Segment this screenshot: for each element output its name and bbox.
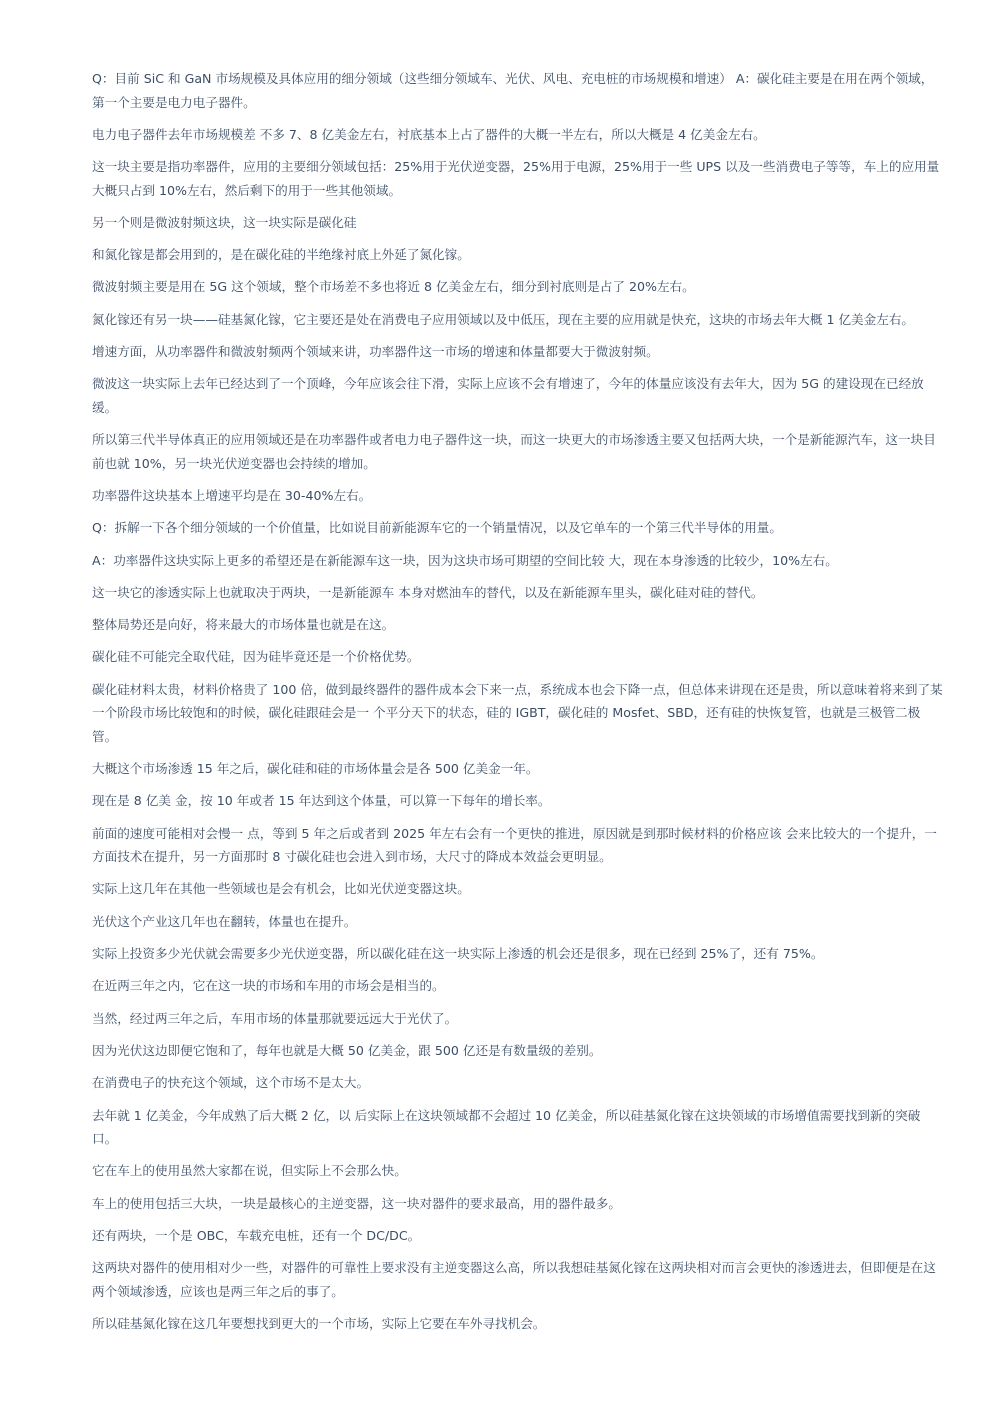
paragraph: 整体局势还是向好，将来最大的市场体量也就是在这。 [92, 617, 395, 633]
paragraph: 另一个则是微波射频这块，这一块实际是碳化硅 [92, 214, 357, 230]
paragraph: 碳化硅材料太贵，材料价格贵了 100 倍，做到最终器件的器件成本会下来一点，系统成本也会下降一点，但总体来讲现在还是贵，所以意味着将来到了某一个阶段市场比较饱和的时候，碳化硅跟硅会是一 个平分天下的状态，硅的 IGBT，碳化硅的 Mosfet、SBD，还有硅的快恢复管，也就是三极管二极管。 [92, 681, 943, 744]
paragraph: Q：目前 SiC 和 GaN 市场规模及具体应用的细分领域（这些细分领域车、光伏、风电、充电桩的市场规模和增速） A：碳化硅主要是在用在两个领域，第一个主要是电力电子器件。 [92, 71, 934, 110]
paragraph: 碳化硅不可能完全取代硅，因为硅毕竟还是一个价格优势。 [92, 649, 420, 665]
paragraph: 这两块对器件的使用相对少一些，对器件的可靠性上要求没有主逆变器这么高，所以我想硅基氮化镓在这两块相对而言会更快的渗透进去，但即便是在这两个领域渗透，应该也是两三年之后的事了。 [92, 1260, 936, 1299]
paragraph: 它在车上的使用虽然大家都在说，但实际上不会那么快。 [92, 1163, 407, 1179]
paragraph: 因为光伏这边即便它饱和了，每年也就是大概 50 亿美金，跟 500 亿还是有数量级的差别。 [92, 1042, 602, 1058]
paragraph: 实际上这几年在其他一些领域也是会有机会，比如光伏逆变器这块。 [92, 881, 470, 897]
paragraph: 实际上投资多少光伏就会需要多少光伏逆变器，所以碳化硅在这一块实际上渗透的机会还是很多，现在已经到 25%了，还有 75%。 [92, 946, 824, 962]
paragraph: 在消费电子的快充这个领域，这个市场不是太大。 [92, 1075, 370, 1091]
paragraph: 微波射频主要是用在 5G 这个领域，整个市场差不多也将近 8 亿美金左右，细分到衬底则是占了 20%左右。 [92, 279, 695, 295]
paragraph: 增速方面，从功率器件和微波射频两个领域来讲，功率器件这一市场的增速和体量都要大于微波射频。 [92, 344, 659, 360]
paragraph: 当然，经过两三年之后，车用市场的体量那就要远远大于光伏了。 [92, 1010, 458, 1026]
paragraph: 这一块主要是指功率器件，应用的主要细分领域包括：25%用于光伏逆变器，25%用于电源，25%用于一些 UPS 以及一些消费电子等等，车上的应用量大概只占到 10%左右，然后剩下的用于一些其他领域。 [92, 159, 940, 198]
paragraph: 氮化镓还有另一块——硅基氮化镓，它主要还是处在消费电子应用领域以及中低压，现在主要的应用就是快充，这块的市场去年大概 1 亿美金左右。 [92, 311, 915, 327]
paragraph: 微波这一块实际上去年已经达到了一个顶峰，今年应该会往下滑，实际上应该不会有增速了，今年的体量应该没有去年大，因为 5G 的建设现在已经放缓。 [92, 376, 924, 415]
paragraph: 前面的速度可能相对会慢一 点，等到 5 年之后或者到 2025 年左右会有一个更快的推进，原因就是到那时候材料的价格应该 会来比较大的一个提升，一方面技术在提升，另一方面那时 8 寸碳化硅也会进入到市场，大尺寸的降成本效益会更明显。 [92, 825, 937, 865]
paragraph: 和氮化镓是都会用到的，是在碳化硅的半绝缘衬底上外延了氮化镓。 [92, 247, 470, 263]
paragraph: 所以第三代半导体真正的应用领域还是在功率器件或者电力电子器件这一块，而这一块更大的市场渗透主要又包括两大块，一个是新能源汽车，这一块目前也就 10%，另一块光伏逆变器也会持续的增加。 [92, 432, 936, 471]
paragraph: 大概这个市场渗透 15 年之后，碳化硅和硅的市场体量会是各 500 亿美金一年。 [92, 761, 539, 777]
paragraph: 去年就 1 亿美金，今年成熟了后大概 2 亿，以 后实际上在这块领域都不会超过 10 亿美金，所以硅基氮化镓在这块领域的市场增值需要找到新的突破口。 [92, 1107, 921, 1147]
paragraph: 还有两块，一个是 OBC，车载充电桩，还有一个 DC/DC。 [92, 1227, 421, 1243]
paragraph: 现在是 8 亿美 金，按 10 年或者 15 年达到这个体量，可以算一下每年的增长率。 [92, 793, 551, 809]
paragraph: Q：拆解一下各个细分领域的一个价值量，比如说目前新能源车它的一个销量情况，以及它单车的一个第三代半导体的用量。 [92, 520, 782, 536]
paragraph: 光伏这个产业这几年也在翻转，体量也在提升。 [92, 913, 357, 929]
paragraph: 功率器件这块基本上增速平均是在 30-40%左右。 [92, 487, 372, 503]
paragraph: A：功率器件这块实际上更多的希望还是在新能源车这一块，因为这块市场可期望的空间比较 大，现在本身渗透的比较少，10%左右。 [92, 552, 838, 568]
paragraph: 电力电子器件去年市场规模差 不多 7、8 亿美金左右，衬底基本上占了器件的大概一半左右，所以大概是 4 亿美金左右。 [92, 126, 766, 142]
paragraph: 车上的使用包括三大块，一块是最核心的主逆变器，这一块对器件的要求最高，用的器件最多。 [92, 1195, 621, 1211]
document-body [92, 67, 944, 1344]
paragraph: 所以硅基氮化镓在这几年要想找到更大的一个市场，实际上它要在车外寻找机会。 [92, 1316, 546, 1331]
paragraph: 这一块它的渗透实际上也就取决于两块，一是新能源车 本身对燃油车的替代，以及在新能源车里头，碳化硅对硅的替代。 [92, 584, 764, 600]
paragraph: 在近两三年之内，它在这一块的市场和车用的市场会是相当的。 [92, 978, 445, 994]
